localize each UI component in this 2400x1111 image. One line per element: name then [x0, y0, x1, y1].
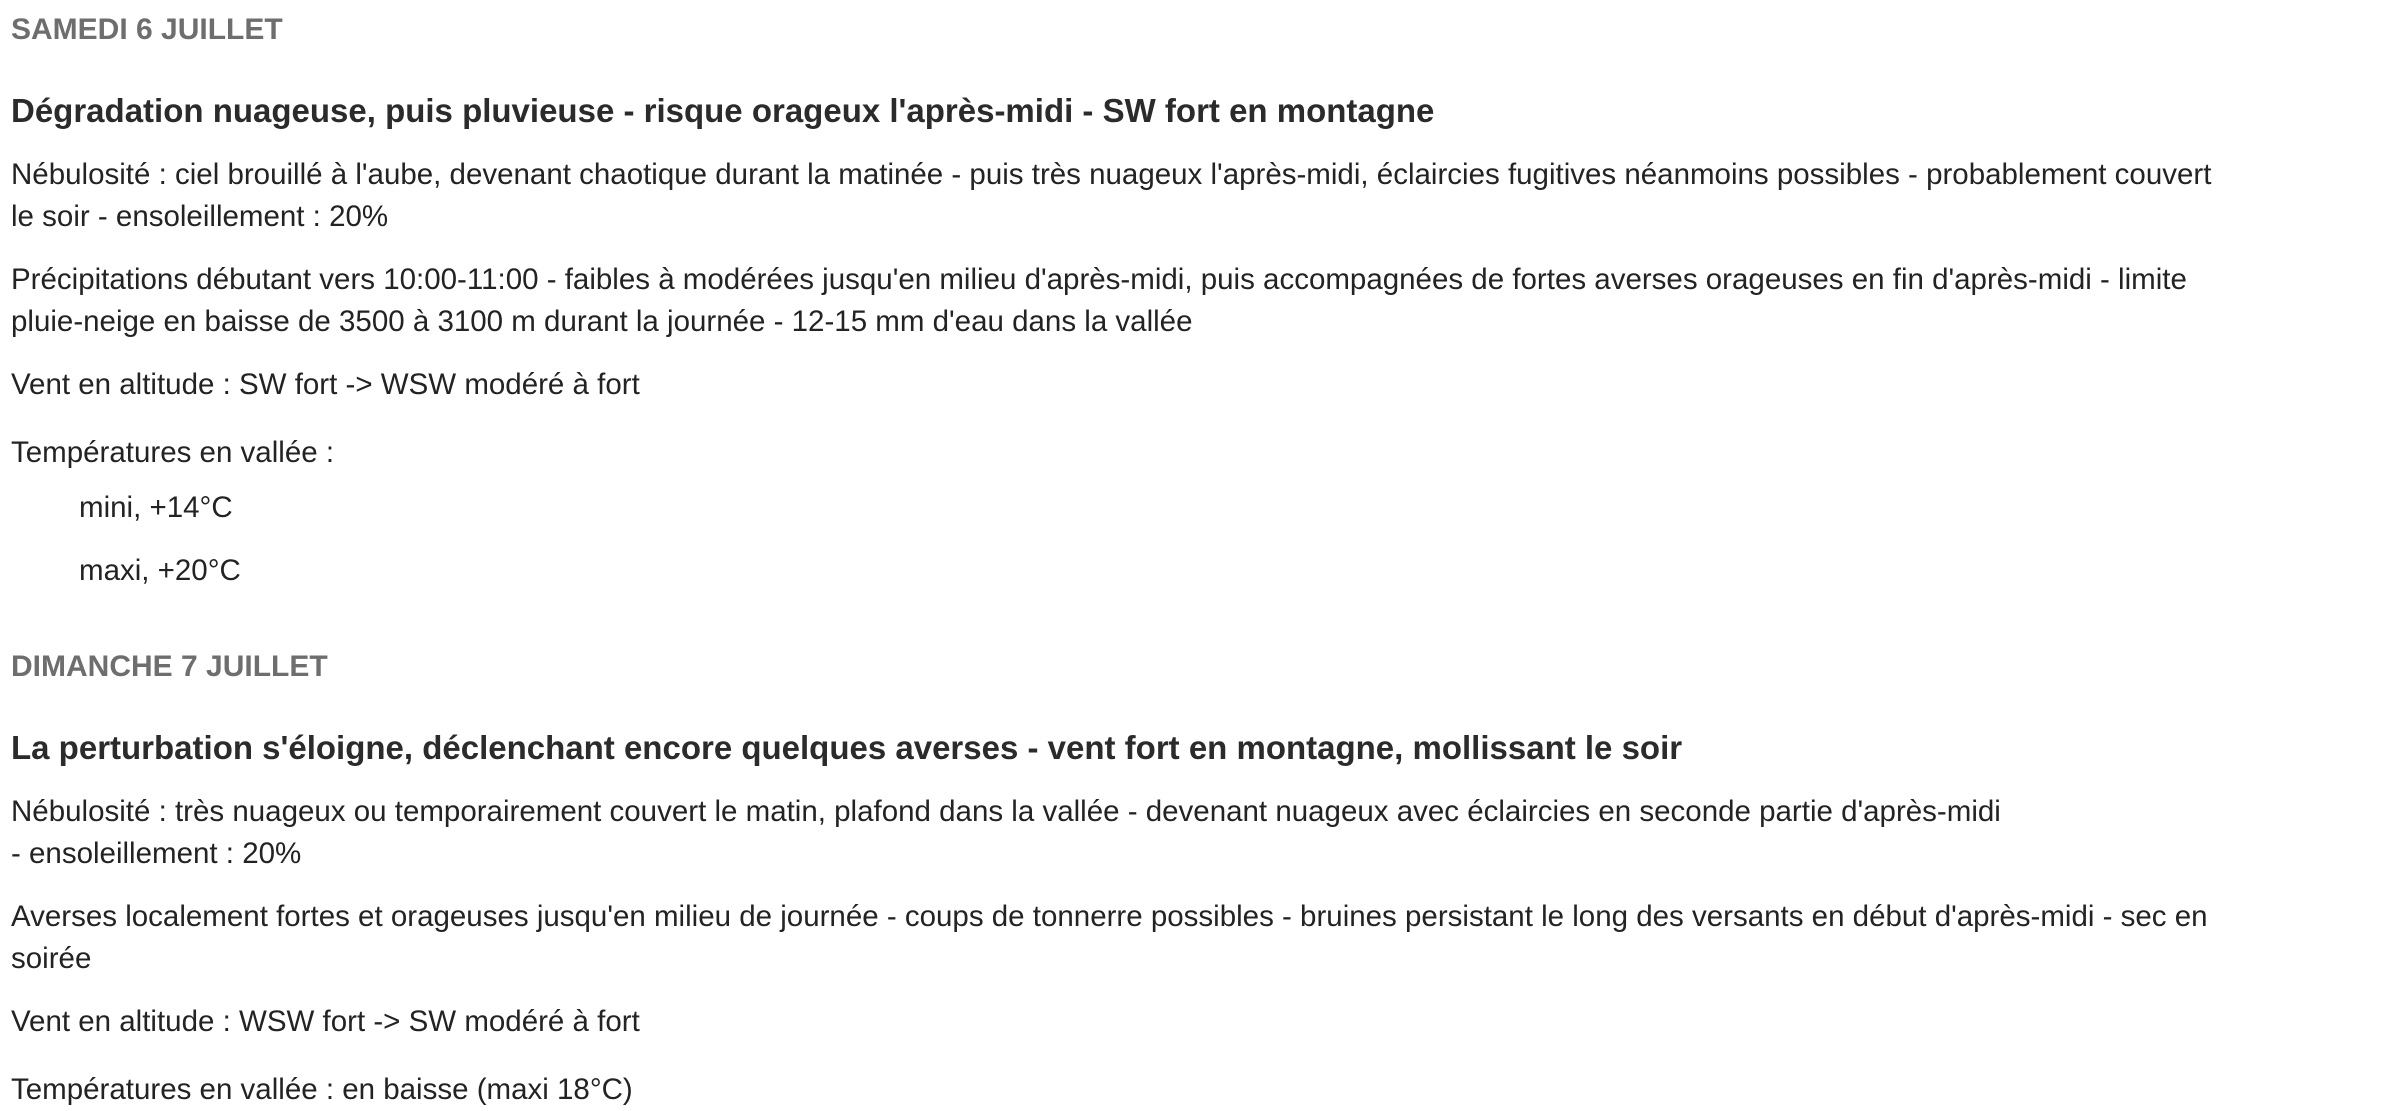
nebulosite-line-1: Nébulosité : ciel brouillé à l'aube, devenant chaotique durant la matinée - puis très nuageux l'après-midi, éclaircies fugitives néanmoins possibles - probablement couvert: [11, 158, 2212, 191]
wind-text: Vent en altitude : SW fort -> WSW modéré à fort: [11, 368, 640, 401]
precipitation-line-2: soirée: [11, 942, 92, 975]
nebulosite-line-2: le soir - ensoleillement : 20%: [11, 200, 389, 233]
temperatures-label: Températures en vallée :: [11, 436, 335, 469]
day-label: SAMEDI 6 JUILLET: [11, 13, 283, 46]
nebulosite-line-2: - ensoleillement : 20%: [11, 837, 302, 870]
day-label: DIMANCHE 7 JUILLET: [11, 650, 328, 683]
temperatures-label: Températures en vallée : en baisse (maxi 18°C): [11, 1073, 633, 1106]
temperature-min: mini, +14°C: [79, 491, 233, 524]
nebulosite-text: [11, 791, 2341, 875]
wind-text: Vent en altitude : WSW fort -> SW modéré à fort: [11, 1005, 640, 1038]
precipitation-line-1: Précipitations débutant vers 10:00-11:00 - faibles à modérées jusqu'en milieu d'après-midi, puis accompagnées de fortes averses orageuses en fin d'après-midi - limite: [11, 263, 2187, 296]
nebulosite-line-1: Nébulosité : très nuageux ou temporairement couvert le matin, plafond dans la vallée - devenant nuageux avec éclaircies en seconde partie d'après-midi: [11, 795, 2001, 828]
precipitation-line-2: pluie-neige en baisse de 3500 à 3100 m durant la journée - 12-15 mm d'eau dans la vallée: [11, 305, 1193, 338]
temperature-max: maxi, +20°C: [79, 554, 241, 587]
nebulosite-text: [11, 154, 2341, 238]
precipitation-text: [11, 896, 2341, 980]
precipitation-line-1: Averses localement fortes et orageuses jusqu'en milieu de journée - coups de tonnerre possibles - bruines persistant le long des versants en début d'après-midi - sec en: [11, 900, 2208, 933]
day-headline: La perturbation s'éloigne, déclenchant encore quelques averses - vent fort en montagne, mollissant le soir: [11, 729, 1683, 766]
precipitation-text: [11, 259, 2341, 343]
day-headline: Dégradation nuageuse, puis pluvieuse - risque orageux l'après-midi - SW fort en montagne: [11, 92, 1435, 129]
